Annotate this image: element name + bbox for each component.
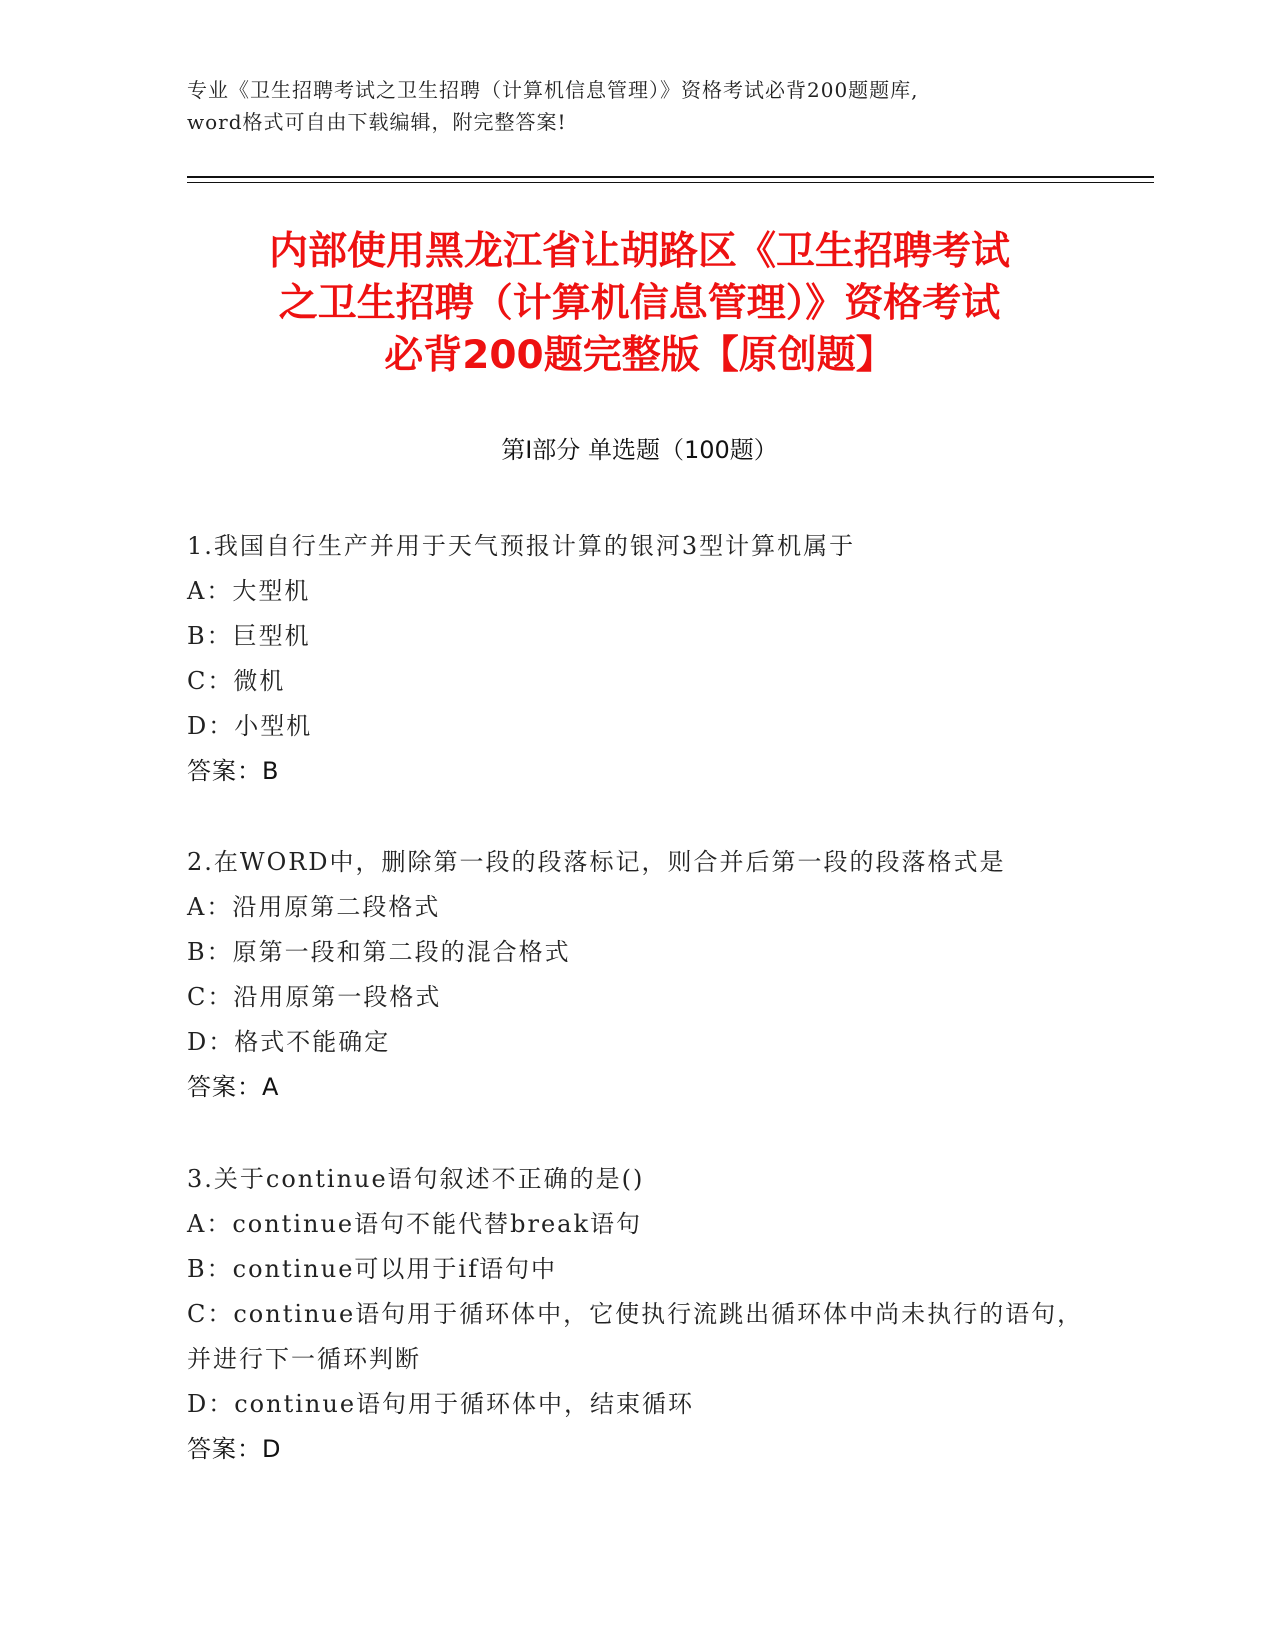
document-title-line-3: 必背200题完整版【原创题】 — [384, 333, 895, 378]
option-a: A：大型机 — [187, 577, 311, 605]
question-stem: 3.关于continue语句叙述不正确的是() — [187, 1165, 645, 1193]
option-b: B：原第一段和第二段的混合格式 — [187, 938, 571, 966]
question-3 — [187, 1157, 1087, 1472]
answer: 答案：D — [187, 1435, 282, 1463]
answer: 答案：A — [187, 1073, 280, 1101]
question-1 — [187, 524, 1087, 794]
header-divider-thick — [187, 176, 1154, 178]
option-d: D：continue语句用于循环体中，结束循环 — [187, 1390, 695, 1418]
section-heading: 第Ⅰ部分 单选题（100题） — [501, 436, 778, 464]
option-b: B：巨型机 — [187, 622, 311, 650]
option-c: C：沿用原第一段格式 — [187, 983, 442, 1011]
option-a: A：continue语句不能代替break语句 — [187, 1210, 643, 1238]
header-divider-thin — [187, 182, 1154, 183]
document-title-line-2: 之卫生招聘（计算机信息管理）》资格考试 — [278, 281, 1001, 326]
question-2 — [187, 840, 1087, 1110]
option-b: B：continue可以用于if语句中 — [187, 1255, 557, 1283]
document-title — [187, 226, 1092, 382]
question-stem: 1.我国自行生产并用于天气预报计算的银河3型计算机属于 — [187, 532, 856, 560]
option-a: A：沿用原第二段格式 — [187, 893, 441, 921]
option-c: C：微机 — [187, 667, 286, 695]
document-title-line-1: 内部使用黑龙江省让胡路区《卫生招聘考试 — [268, 229, 1010, 274]
question-stem: 2.在WORD中，删除第一段的段落标记，则合并后第一段的段落格式是 — [187, 848, 1006, 876]
option-d: D：小型机 — [187, 712, 313, 740]
option-d: D：格式不能确定 — [187, 1028, 391, 1056]
header-note-line-1: 专业《卫生招聘考试之卫生招聘（计算机信息管理）》资格考试必背200题题库, — [187, 78, 919, 102]
option-c: C：continue语句用于循环体中，它使执行流跳出循环体中尚未执行的语句，并进行下一循环判断 — [187, 1300, 1084, 1373]
answer: 答案：B — [187, 757, 280, 785]
header-note — [187, 74, 1087, 138]
header-note-line-2: word格式可自由下载编辑，附完整答案! — [187, 110, 567, 134]
